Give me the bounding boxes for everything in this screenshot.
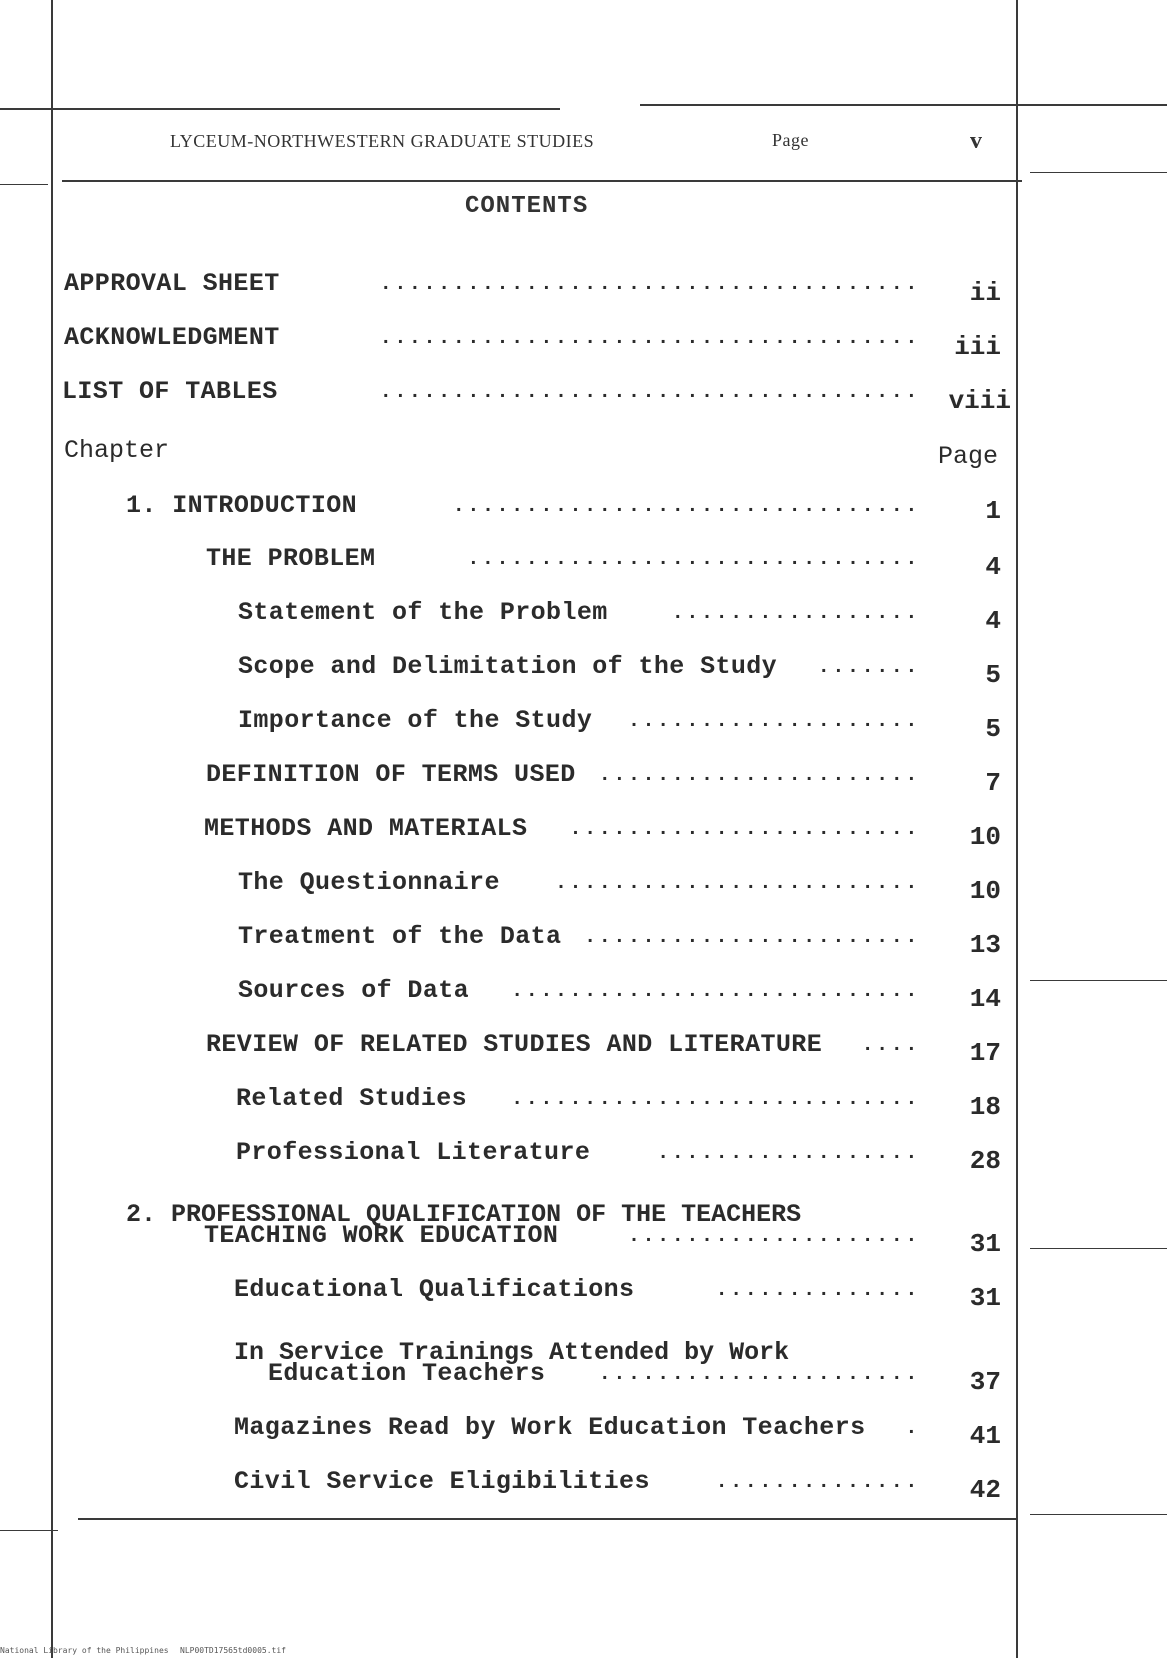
toc-entry-page: 5 xyxy=(985,660,1001,690)
footer-source: National Library of the Philippines xyxy=(0,1646,169,1655)
toc-entry-list-of-tables xyxy=(62,374,920,406)
right-vertical-rule xyxy=(1016,0,1018,1658)
page-title: CONTENTS xyxy=(465,193,589,220)
right-margin-tick-mid xyxy=(1030,980,1167,981)
toc-entry xyxy=(238,973,920,1005)
toc-entry-label: The Questionnaire xyxy=(238,868,500,897)
toc-entry-label: 1. INTRODUCTION xyxy=(126,491,358,520)
toc-entry xyxy=(234,1410,920,1442)
toc-entry-label: Educational Qualifications xyxy=(234,1275,635,1304)
toc-entry xyxy=(236,1081,920,1113)
toc-entry-label: Importance of the Study xyxy=(238,706,593,735)
dot-leader: ................................ xyxy=(452,495,920,518)
toc-entry xyxy=(204,811,920,843)
toc-entry-page: viii xyxy=(948,386,1011,416)
toc-entry-label: REVIEW OF RELATED STUDIES AND LITERATURE xyxy=(206,1030,823,1059)
toc-entry xyxy=(234,1272,920,1304)
toc-entry xyxy=(238,595,920,627)
toc-entry-page: 10 xyxy=(969,822,1001,852)
toc-entry-label: DEFINITION OF TERMS USED xyxy=(206,760,576,789)
right-margin-tick-lower xyxy=(1030,1248,1167,1249)
dot-leader: .................... xyxy=(627,710,920,733)
right-margin-tick-top xyxy=(1030,172,1167,173)
dot-leader: ................. xyxy=(671,602,920,625)
dot-leader: ............................ xyxy=(511,1088,920,1111)
dot-leader: .............. xyxy=(715,1279,920,1302)
header-page-number: v xyxy=(970,128,983,154)
dot-leader: ....... xyxy=(817,656,920,679)
footer-file-id: NLP00TD17565td0005.tif xyxy=(180,1646,286,1655)
header-page-label: Page xyxy=(772,130,809,150)
dot-leader: . xyxy=(905,1417,920,1440)
left-margin-tick-bottom xyxy=(0,1530,58,1531)
left-margin-tick-top xyxy=(0,184,48,185)
dot-leader: ...................... xyxy=(598,1363,920,1386)
toc-entry-label-line1: 2. PROFESSIONAL QUALIFICATION OF THE TEACHERS xyxy=(126,1200,802,1229)
toc-entry-page: 18 xyxy=(969,1092,1001,1122)
dot-leader: ....................... xyxy=(584,926,920,949)
toc-entry-page: ii xyxy=(969,278,1001,308)
toc-entry-page: 28 xyxy=(969,1146,1001,1176)
toc-entry-label: Treatment of the Data xyxy=(238,922,562,951)
dot-leader: ............................ xyxy=(511,980,920,1003)
toc-entry xyxy=(238,703,920,735)
right-margin-tick-bottom xyxy=(1030,1514,1167,1515)
toc-entry-page: 14 xyxy=(969,984,1001,1014)
toc-entry xyxy=(268,1356,920,1388)
toc-entry-label: APPROVAL SHEET xyxy=(64,269,280,298)
chapter-column-label: Chapter xyxy=(64,436,170,465)
toc-entry xyxy=(204,1218,920,1250)
top-rule-right xyxy=(640,104,1167,106)
dot-leader: ......................... xyxy=(554,872,920,895)
toc-entry-page: 7 xyxy=(985,768,1001,798)
toc-entry xyxy=(238,649,920,681)
toc-entry-label: Professional Literature xyxy=(236,1138,591,1167)
dot-leader: ...................... xyxy=(598,764,920,787)
dot-leader: .... xyxy=(861,1034,920,1057)
running-title: LYCEUM-NORTHWESTERN GRADUATE STUDIES xyxy=(170,131,595,151)
toc-entry-label: Scope and Delimitation of the Study xyxy=(238,652,778,681)
toc-entry xyxy=(238,919,920,951)
toc-entry xyxy=(236,1135,920,1167)
toc-entry xyxy=(234,1464,920,1496)
toc-entry xyxy=(238,865,920,897)
bottom-rule xyxy=(78,1518,1018,1520)
toc-entry-page: 37 xyxy=(969,1367,1001,1397)
toc-entry-page: 5 xyxy=(985,714,1001,744)
dot-leader: ..................................... xyxy=(379,381,920,404)
toc-entry-label: Civil Service Eligibilities xyxy=(234,1467,650,1496)
page-column-label: Page xyxy=(938,442,999,471)
header-underline xyxy=(62,180,1022,182)
toc-entry-page: 42 xyxy=(969,1475,1001,1505)
toc-entry-label-line1: In Service Trainings Attended by Work xyxy=(234,1338,790,1367)
toc-entry-label: THE PROBLEM xyxy=(206,544,376,573)
toc-entry-label: METHODS AND MATERIALS xyxy=(204,814,528,843)
toc-entry-label: LIST OF TABLES xyxy=(62,377,278,406)
toc-entry-page: 4 xyxy=(985,606,1001,636)
toc-entry-page: iii xyxy=(954,332,1001,362)
dot-leader: .................. xyxy=(657,1142,920,1165)
toc-entry-page: 13 xyxy=(969,930,1001,960)
toc-entry-page: 4 xyxy=(985,552,1001,582)
toc-entry-label-line2: Education Teachers xyxy=(268,1359,546,1388)
toc-entry-label: Statement of the Problem xyxy=(238,598,608,627)
toc-entry-page: 31 xyxy=(969,1229,1001,1259)
dot-leader: .............. xyxy=(715,1471,920,1494)
toc-entry-label: Magazines Read by Work Education Teachers xyxy=(234,1413,866,1442)
dot-leader: ........................ xyxy=(569,818,920,841)
toc-entry xyxy=(206,541,920,573)
toc-entry-page: 31 xyxy=(969,1283,1001,1313)
toc-entry-label-line2: TEACHING WORK EDUCATION xyxy=(204,1221,559,1250)
toc-entry xyxy=(206,1027,920,1059)
toc-entry xyxy=(206,757,920,789)
top-rule-left xyxy=(0,108,560,110)
toc-entry-page: 41 xyxy=(969,1421,1001,1451)
toc-entry-approval-sheet xyxy=(64,266,920,298)
dot-leader: ..................................... xyxy=(379,273,920,296)
toc-entry-page: 17 xyxy=(969,1038,1001,1068)
toc-entry-label: Related Studies xyxy=(236,1084,468,1113)
dot-leader: ............................... xyxy=(467,548,920,571)
toc-entry-label: Sources of Data xyxy=(238,976,470,1005)
toc-entry-label: ACKNOWLEDGMENT xyxy=(64,323,280,352)
dot-leader: .................... xyxy=(627,1225,920,1248)
dot-leader: ..................................... xyxy=(379,327,920,350)
toc-entry-page: 1 xyxy=(985,496,1001,526)
toc-entry-acknowledgment xyxy=(64,320,920,352)
left-vertical-rule xyxy=(51,0,53,1658)
toc-entry-page: 10 xyxy=(969,876,1001,906)
toc-entry xyxy=(126,488,920,520)
